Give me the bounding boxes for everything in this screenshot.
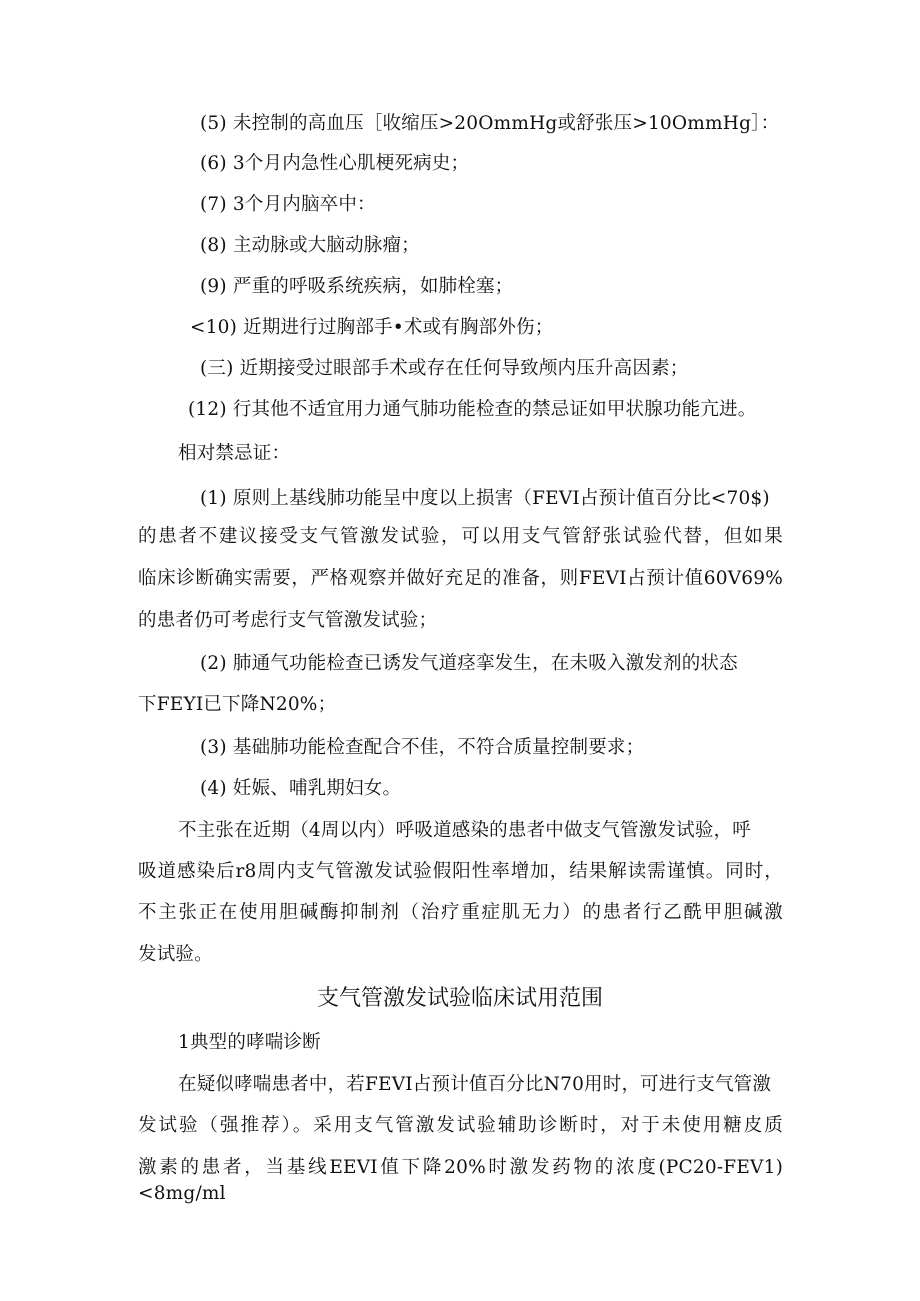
list-item: (三) 近期接受过眼部手术或存在任何导致颅内压升高因素；	[200, 358, 689, 379]
list-item: (3) 基础肺功能检查配合不佳，不符合质量控制要求；	[200, 737, 645, 758]
paragraph-line: 的患者不建议接受支气管激发试验，可以用支气管舒张试验代替，但如果	[138, 526, 783, 547]
list-item: (8) 主动脉或大脑动脉瘤；	[200, 235, 420, 256]
list-item: (4) 妊娠、哺乳期妇女。	[200, 778, 402, 799]
paragraph-line: 的患者仍可考虑行支气管激发试验；	[138, 610, 438, 631]
list-item: (9) 严重的呼吸系统疾病，如肺栓塞；	[200, 276, 514, 297]
list-item: (6) 3个月内急性心肌梗死病史；	[200, 153, 470, 174]
paragraph-line: 不主张在近期（4周以内）呼吸道感染的患者中做支气管激发试验，呼	[178, 820, 751, 841]
paragraph-line: 发试验（强推荐）。采用支气管激发试验辅助诊断时，对于未使用糖皮质	[138, 1115, 783, 1136]
list-item: (7) 3个月内脑卒中：	[200, 194, 376, 215]
paragraph-line: 激素的患者，当基线EEVI值下降20%时激发药物的浓度(PC20-FEV1)<8mg∕ml	[138, 1157, 783, 1204]
subsection-title: 1典型的哮喘诊断	[178, 1032, 321, 1053]
paragraph-line: 吸道感染后r8周内支气管激发试验假阳性率增加，结果解读需谨慎。同时，	[138, 861, 783, 882]
paragraph-line: 不主张正在使用胆碱酶抑制剂（治疗重症肌无力）的患者行乙酰甲胆碱激	[138, 902, 783, 923]
paragraph-line: (2) 肺通气功能检查已诱发气道痉挛发生，在未吸入激发剂的状态	[200, 653, 738, 674]
list-item: (5) 未控制的高血压［收缩压>20OmmHg或舒张压>10OmmHg］：	[200, 113, 780, 134]
paragraph-line: 下FEYI已下降N20%；	[138, 694, 337, 715]
list-item: <10) 近期进行过胸部手•术或有胸部外伤；	[190, 317, 554, 338]
paragraph-line: 发试验。	[138, 944, 213, 965]
relative-contraindications-heading: 相对禁忌证：	[178, 443, 291, 464]
section-title: 支气管激发试验临床试用范围	[316, 986, 603, 1011]
paragraph-line: (1) 原则上基线肺功能呈中度以上损害（FEVI占预计值百分比<70$)	[200, 488, 770, 509]
list-item: (12) 行其他不适宜用力通气肺功能检查的禁忌证如甲状腺功能亢进。	[188, 399, 757, 420]
paragraph-line: 临床诊断确实需要，严格观察并做好充足的准备，则FEVI占预计值60V69%	[138, 568, 783, 589]
paragraph-line: 在疑似哮喘患者中，若FEVI占预计值百分比N70用时，可进行支气管激	[178, 1074, 772, 1095]
